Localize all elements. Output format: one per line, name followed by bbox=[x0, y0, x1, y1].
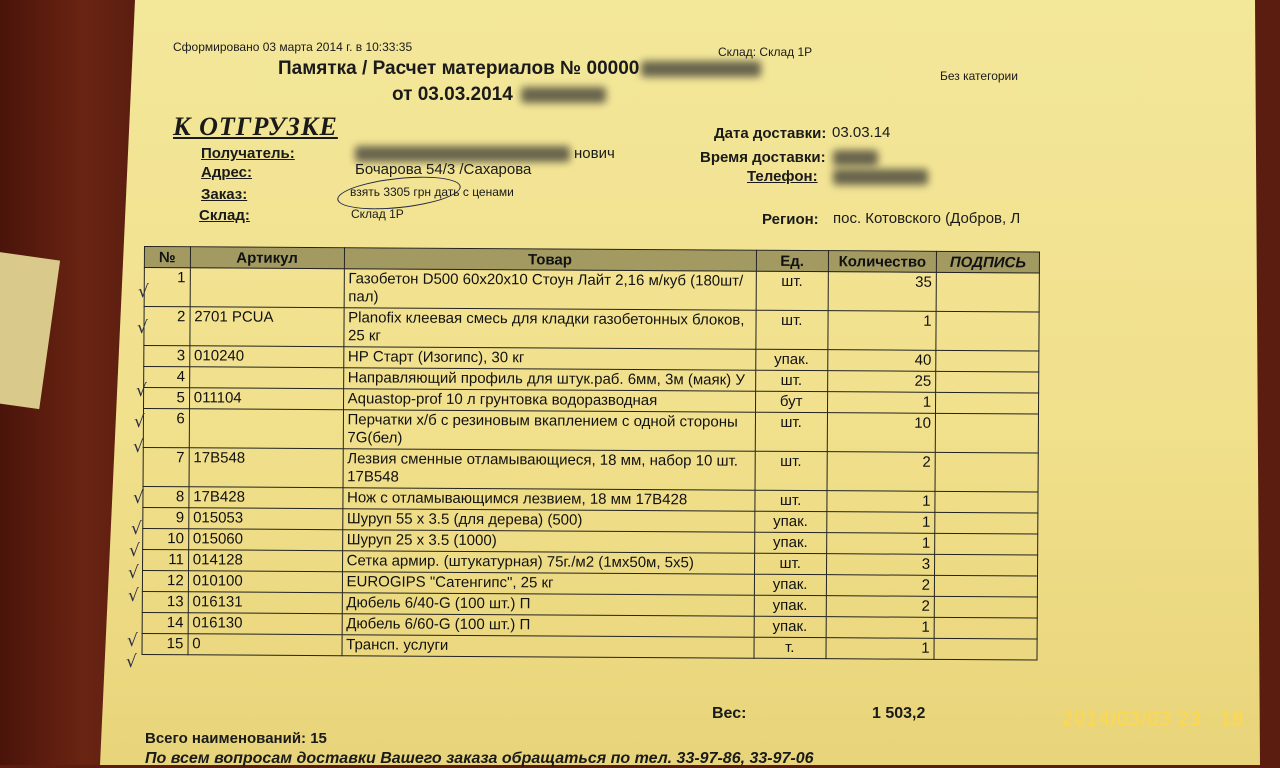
row-quantity: 3 bbox=[826, 554, 934, 576]
row-signature bbox=[936, 371, 1039, 393]
row-product: Перчатки х/б с резиновым вкаплением с одной стороны 7G(бел) bbox=[343, 410, 755, 452]
row-quantity: 2 bbox=[827, 452, 936, 492]
row-product: НР Старт (Изогипс), 30 кг bbox=[343, 347, 755, 371]
row-unit: шт. bbox=[755, 412, 827, 451]
row-signature bbox=[935, 491, 1038, 513]
row-signature bbox=[935, 413, 1038, 453]
warehouse-value: Склад 1Р bbox=[351, 207, 404, 221]
row-quantity: 1 bbox=[828, 311, 937, 351]
table-row bbox=[143, 447, 1038, 491]
row-unit: упак. bbox=[754, 511, 826, 532]
row-quantity: 2 bbox=[826, 575, 934, 597]
check-mark: √ bbox=[129, 541, 140, 561]
col-article-header: Артикул bbox=[190, 247, 344, 269]
warehouse-top: Склад: Склад 1Р bbox=[718, 45, 813, 59]
row-signature bbox=[935, 512, 1038, 534]
row-unit: шт. bbox=[755, 370, 827, 391]
region-value: пос. Котовского (Добров, Л bbox=[833, 210, 1021, 227]
phone-redacted bbox=[833, 168, 928, 186]
row-article: 0 bbox=[188, 634, 342, 656]
row-unit: шт. bbox=[755, 451, 827, 490]
shipment-stamp: К ОТГРУЗКЕ bbox=[173, 112, 338, 141]
row-article: 17B548 bbox=[189, 448, 343, 488]
phone-label: Телефон: bbox=[747, 168, 818, 185]
row-article: 014128 bbox=[188, 550, 342, 572]
row-article bbox=[189, 367, 343, 389]
row-number: 11 bbox=[143, 549, 189, 570]
row-quantity: 35 bbox=[828, 272, 937, 312]
check-mark: √ bbox=[136, 381, 147, 401]
row-unit: упак. bbox=[755, 349, 827, 370]
row-signature bbox=[936, 272, 1039, 312]
row-article bbox=[189, 409, 343, 449]
check-mark: √ bbox=[131, 519, 142, 539]
row-number: 3 bbox=[144, 346, 190, 367]
row-quantity: 1 bbox=[827, 392, 935, 414]
document-date: от 03.03.2014 bbox=[392, 84, 606, 106]
row-number: 10 bbox=[143, 528, 189, 549]
row-signature bbox=[935, 554, 1038, 576]
row-number: 2 bbox=[144, 307, 190, 346]
row-unit: шт. bbox=[754, 490, 826, 511]
row-number: 5 bbox=[144, 388, 190, 409]
row-number: 12 bbox=[142, 570, 188, 591]
row-product: Лезвия сменные отламывающиеся, 18 мм, набор 10 шт. 17B548 bbox=[343, 449, 755, 491]
row-product: Дюбель 6/40-G (100 шт.) П bbox=[342, 593, 754, 617]
generated-timestamp: Сформировано 03 марта 2014 г. в 10:33:35 bbox=[173, 40, 413, 54]
row-number: 9 bbox=[143, 507, 189, 528]
table-row bbox=[144, 268, 1039, 312]
table-row bbox=[143, 409, 1038, 453]
col-product-header: Товар bbox=[344, 248, 756, 272]
row-article: 015060 bbox=[188, 529, 342, 551]
row-unit: шт. bbox=[755, 310, 827, 349]
row-product: EUROGIPS "Сатенгипс", 25 кг bbox=[342, 572, 754, 596]
row-unit: упак. bbox=[754, 595, 826, 616]
check-mark: √ bbox=[126, 652, 137, 672]
address-value: Бочарова 54/3 /Сахарова bbox=[355, 161, 532, 178]
region-label: Регион: bbox=[762, 211, 819, 228]
check-mark: √ bbox=[128, 563, 139, 583]
row-signature bbox=[935, 452, 1038, 492]
recipient-label: Получатель: bbox=[201, 145, 295, 162]
row-number: 1 bbox=[144, 268, 190, 307]
row-number: 15 bbox=[142, 633, 188, 654]
delivery-date: 03.03.14 bbox=[832, 124, 891, 141]
row-quantity: 25 bbox=[827, 371, 935, 393]
delivery-date-label: Дата доставки: bbox=[714, 125, 827, 142]
row-number: 8 bbox=[143, 486, 189, 507]
row-article: 011104 bbox=[189, 388, 343, 410]
order-label: Заказ: bbox=[201, 186, 248, 203]
row-signature bbox=[935, 533, 1038, 555]
row-product: Газобетон D500 60х20х10 Стоун Лайт 2,16 м/куб (180шт/пал) bbox=[344, 269, 756, 311]
row-quantity: 1 bbox=[826, 638, 934, 660]
row-quantity: 1 bbox=[827, 512, 935, 534]
row-unit: упак. bbox=[754, 574, 826, 595]
weight-value: 1 503,2 bbox=[872, 705, 926, 722]
delivery-time-label: Время доставки: bbox=[700, 149, 826, 166]
row-quantity: 1 bbox=[827, 491, 935, 513]
items-table bbox=[142, 246, 1040, 660]
check-mark: √ bbox=[133, 488, 144, 508]
col-signature-header: ПОДПИСЬ bbox=[936, 251, 1039, 273]
check-mark: √ bbox=[127, 631, 138, 651]
check-mark: √ bbox=[128, 586, 139, 606]
row-product: Трансп. услуги bbox=[342, 635, 754, 659]
address-label: Адрес: bbox=[201, 164, 252, 181]
row-quantity: 1 bbox=[826, 533, 934, 555]
check-mark: √ bbox=[133, 437, 144, 457]
col-qty-header: Количество bbox=[828, 251, 936, 273]
document-title: Памятка / Расчет материалов № 00000 bbox=[278, 58, 761, 80]
row-unit: т. bbox=[754, 637, 826, 658]
table-row bbox=[144, 307, 1039, 351]
category: Без категории bbox=[940, 69, 1018, 83]
row-product: Шуруп 25 х 3.5 (1000) bbox=[342, 530, 754, 554]
contact-note: По всем вопросам доставки Вашего заказа обращаться по тел. 33-97-86, 33-97-06 bbox=[145, 750, 814, 767]
row-product: Нож с отламывающимся лезвием, 18 мм 17B428 bbox=[342, 488, 754, 512]
warehouse-label: Склад: bbox=[199, 207, 250, 224]
row-article: 010100 bbox=[188, 571, 342, 593]
col-unit-header: Ед. bbox=[756, 250, 828, 271]
row-quantity: 1 bbox=[826, 617, 934, 639]
row-signature bbox=[936, 392, 1039, 414]
row-article: 016131 bbox=[188, 592, 342, 614]
row-product: Сетка армир. (штукатурная) 75г./м2 (1мх50м, 5х5) bbox=[342, 551, 754, 575]
row-article: 2701 PCUA bbox=[190, 307, 344, 347]
col-number-header: № bbox=[144, 247, 190, 268]
row-signature bbox=[934, 596, 1037, 618]
row-signature bbox=[934, 575, 1037, 597]
row-product: Шуруп 55 х 3.5 (для дерева) (500) bbox=[342, 509, 754, 533]
row-unit: бут bbox=[755, 391, 827, 412]
row-unit: упак. bbox=[754, 616, 826, 637]
row-signature bbox=[934, 638, 1037, 660]
row-quantity: 10 bbox=[827, 413, 936, 453]
order-note: взять 3305 грн дать с ценами bbox=[350, 185, 514, 199]
recipient-name: нович bbox=[355, 145, 615, 162]
camera-timestamp: 2014/03/03 23 : 18 bbox=[1061, 708, 1244, 730]
row-product: Направляющий профиль для штук.раб. 6мм, 3м (маяк) У bbox=[343, 368, 755, 392]
row-article: 016130 bbox=[188, 613, 342, 635]
total-items: Всего наименований: 15 bbox=[145, 730, 327, 747]
row-number: 14 bbox=[142, 612, 188, 633]
row-number: 13 bbox=[142, 591, 188, 612]
weight-label: Вес: bbox=[712, 705, 747, 722]
delivery-time-redacted bbox=[833, 149, 878, 167]
row-quantity: 40 bbox=[828, 350, 936, 372]
row-article: 010240 bbox=[190, 346, 344, 368]
row-signature bbox=[936, 350, 1039, 372]
row-number: 6 bbox=[143, 409, 189, 448]
row-signature bbox=[936, 311, 1039, 351]
row-number: 7 bbox=[143, 447, 189, 486]
row-signature bbox=[934, 617, 1037, 639]
row-quantity: 2 bbox=[826, 596, 934, 618]
check-mark: √ bbox=[137, 318, 148, 338]
row-article: 015053 bbox=[189, 508, 343, 530]
row-article: 17B428 bbox=[189, 487, 343, 509]
check-mark: √ bbox=[138, 282, 149, 302]
check-mark: √ bbox=[134, 412, 145, 432]
row-unit: упак. bbox=[754, 532, 826, 553]
row-product: Planofix клеевая смесь для кладки газобетонных блоков, 25 кг bbox=[343, 308, 755, 350]
row-unit: шт. bbox=[754, 553, 826, 574]
row-product: Дюбель 6/60-G (100 шт.) П bbox=[342, 614, 754, 638]
row-number: 4 bbox=[144, 367, 190, 388]
row-unit: шт. bbox=[756, 271, 828, 310]
row-product: Aquastop-prof 10 л грунтовка водоразводная bbox=[343, 389, 755, 413]
row-article bbox=[190, 268, 344, 308]
